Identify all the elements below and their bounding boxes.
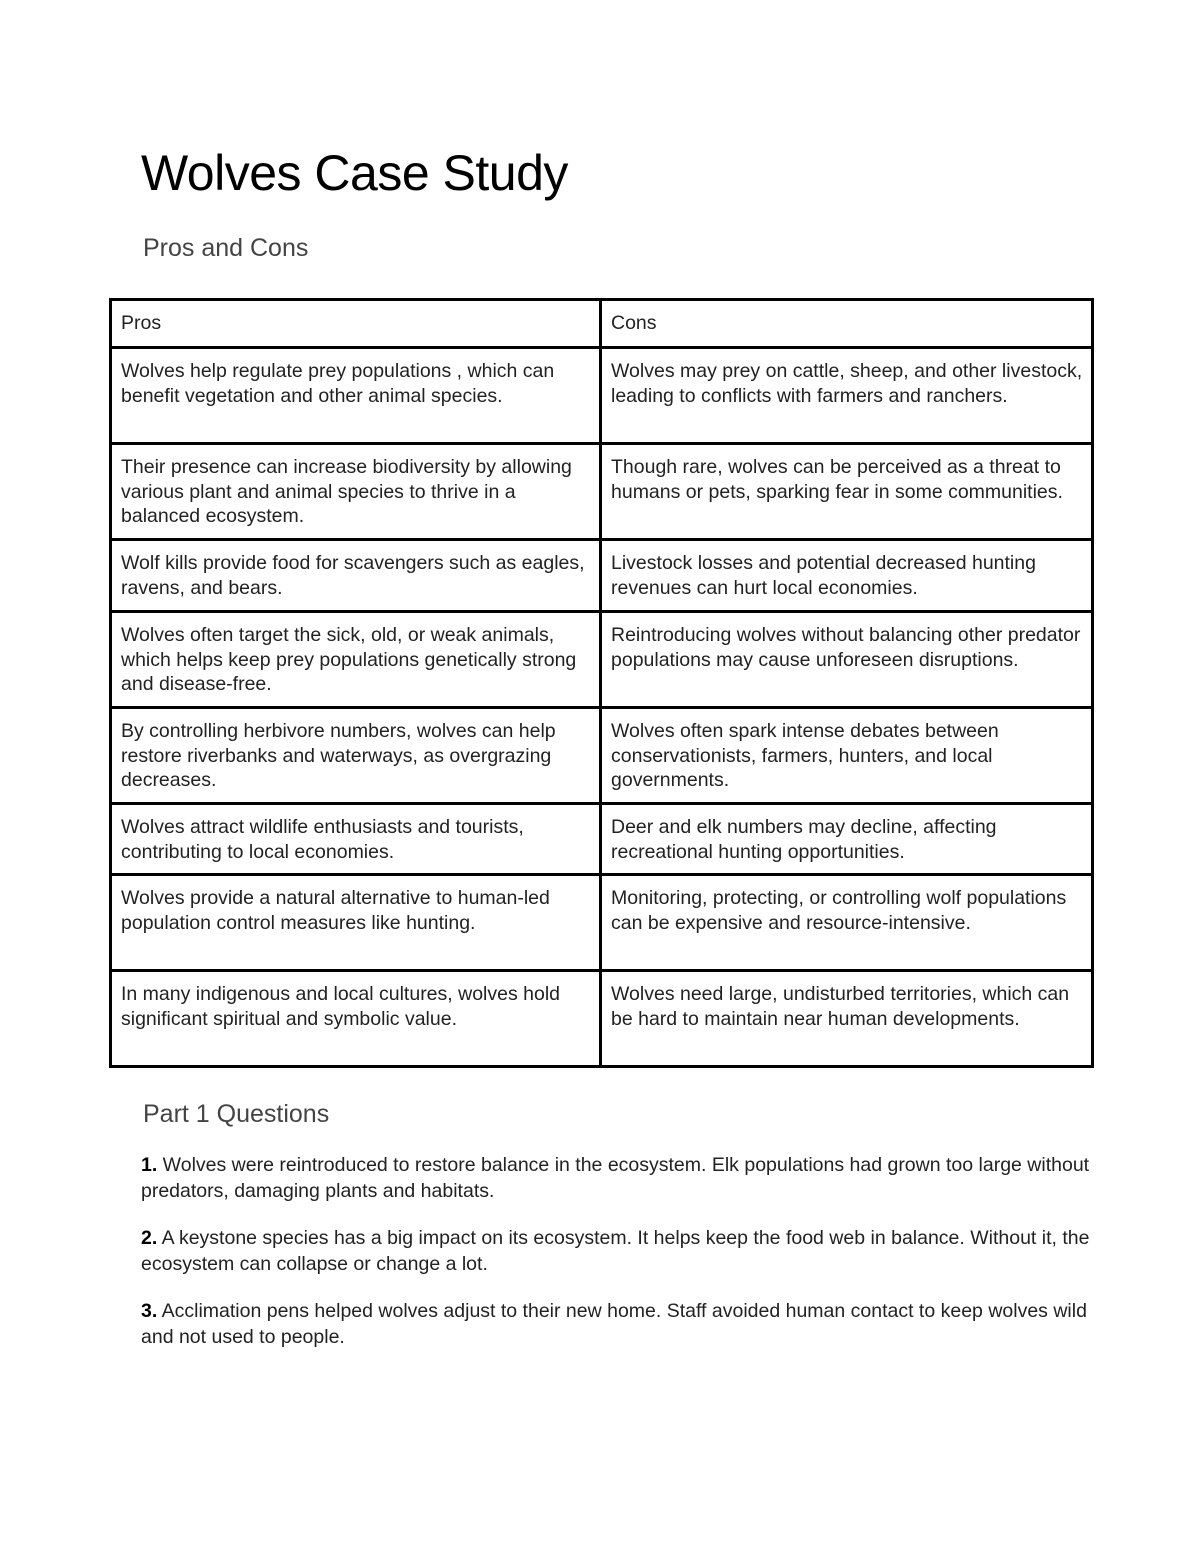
pro-cell: Wolves attract wildlife enthusiasts and tourists, contributing to local economies. xyxy=(111,804,601,875)
table-row xyxy=(111,875,1093,971)
pro-cell: Their presence can increase biodiversity by allowing various plant and animal species to thrive in a balanced ecosystem. xyxy=(111,444,601,540)
answer-3 xyxy=(141,1298,1101,1350)
con-cell: Reintroducing wolves without balancing other predator populations may cause unforeseen disruptions. xyxy=(601,612,1093,708)
con-cell: Deer and elk numbers may decline, affecting recreational hunting opportunities. xyxy=(601,804,1093,875)
pro-cell: In many indigenous and local cultures, wolves hold significant spiritual and symbolic value. xyxy=(111,971,601,1067)
table-row xyxy=(111,612,1093,708)
header-cons: Cons xyxy=(601,300,1093,348)
pro-cell: By controlling herbivore numbers, wolves can help restore riverbanks and waterways, as overgrazing decreases. xyxy=(111,708,601,804)
section-heading-pros-cons: Pros and Cons xyxy=(143,234,309,262)
answer-text: Wolves were reintroduced to restore balance in the ecosystem. Elk populations had grown too large without predators, damaging plants and habitats. xyxy=(141,1154,1090,1202)
con-cell: Though rare, wolves can be perceived as a threat to humans or pets, sparking fear in some communities. xyxy=(601,444,1093,540)
pros-cons-table xyxy=(109,298,1094,1068)
pro-cell: Wolf kills provide food for scavengers such as eagles, ravens, and bears. xyxy=(111,540,601,612)
table-row xyxy=(111,444,1093,540)
table-row xyxy=(111,348,1093,444)
answer-text: A keystone species has a big impact on its ecosystem. It helps keep the food web in balance. Without it, the ecosystem can collapse or change a lot. xyxy=(141,1227,1090,1275)
con-cell: Monitoring, protecting, or controlling wolf populations can be expensive and resource-intensive. xyxy=(601,875,1093,971)
answer-2 xyxy=(141,1225,1101,1277)
con-cell: Livestock losses and potential decreased hunting revenues can hurt local economies. xyxy=(601,540,1093,612)
part1-heading: Part 1 Questions xyxy=(143,1100,330,1128)
table-header-row xyxy=(111,300,1093,348)
pro-cell: Wolves provide a natural alternative to human-led population control measures like hunting. xyxy=(111,875,601,971)
answer-text: Acclimation pens helped wolves adjust to their new home. Staff avoided human contact to keep wolves wild and not used to people. xyxy=(141,1300,1087,1348)
table-row xyxy=(111,540,1093,612)
answer-number: 3. xyxy=(141,1300,158,1322)
con-cell: Wolves often spark intense debates between conservationists, farmers, hunters, and local governments. xyxy=(601,708,1093,804)
table-row xyxy=(111,708,1093,804)
answer-number: 2. xyxy=(141,1227,158,1249)
header-pros: Pros xyxy=(111,300,601,348)
document-title: Wolves Case Study xyxy=(141,145,568,201)
table-row xyxy=(111,971,1093,1067)
con-cell: Wolves need large, undisturbed territories, which can be hard to maintain near human developments. xyxy=(601,971,1093,1067)
con-cell: Wolves may prey on cattle, sheep, and other livestock, leading to conflicts with farmers and ranchers. xyxy=(601,348,1093,444)
pro-cell: Wolves often target the sick, old, or weak animals, which helps keep prey populations genetically strong and disease-free. xyxy=(111,612,601,708)
answer-number: 1. xyxy=(141,1154,158,1176)
pro-cell: Wolves help regulate prey populations , which can benefit vegetation and other animal species. xyxy=(111,348,601,444)
table-row xyxy=(111,804,1093,875)
answer-1 xyxy=(141,1152,1101,1204)
